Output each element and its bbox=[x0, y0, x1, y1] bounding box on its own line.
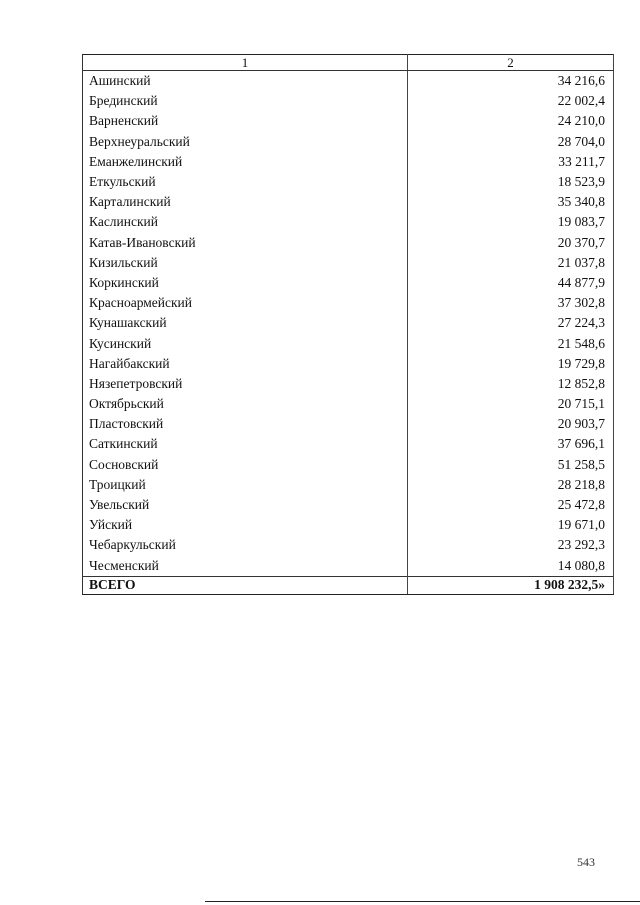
table-row bbox=[83, 293, 614, 313]
total-value: 1 908 232,5» bbox=[408, 576, 614, 594]
district-name: Уйский bbox=[83, 515, 408, 535]
district-value: 27 224,3 bbox=[408, 313, 614, 333]
total-row bbox=[83, 576, 614, 594]
district-value: 19 083,7 bbox=[408, 212, 614, 232]
district-name: Нагайбакский bbox=[83, 354, 408, 374]
footer-rule bbox=[205, 901, 640, 902]
district-value: 28 704,0 bbox=[408, 132, 614, 152]
district-name: Троицкий bbox=[83, 475, 408, 495]
district-name: Верхнеуральский bbox=[83, 132, 408, 152]
table-row bbox=[83, 313, 614, 333]
district-name: Октябрьский bbox=[83, 394, 408, 414]
column-header-2: 2 bbox=[408, 55, 614, 71]
table-row bbox=[83, 192, 614, 212]
district-value: 24 210,0 bbox=[408, 111, 614, 131]
district-name: Варненский bbox=[83, 111, 408, 131]
district-value: 21 548,6 bbox=[408, 333, 614, 353]
district-value: 37 696,1 bbox=[408, 434, 614, 454]
district-value: 14 080,8 bbox=[408, 556, 614, 577]
table-row bbox=[83, 535, 614, 555]
district-value: 34 216,6 bbox=[408, 71, 614, 92]
district-name: Чебаркульский bbox=[83, 535, 408, 555]
district-name: Кунашакский bbox=[83, 313, 408, 333]
district-name: Чесменский bbox=[83, 556, 408, 577]
district-name: Красноармейский bbox=[83, 293, 408, 313]
district-value: 51 258,5 bbox=[408, 455, 614, 475]
table-row bbox=[83, 374, 614, 394]
table-row bbox=[83, 354, 614, 374]
table-row bbox=[83, 233, 614, 253]
district-value: 18 523,9 bbox=[408, 172, 614, 192]
table-header-row bbox=[83, 55, 614, 71]
table-row bbox=[83, 172, 614, 192]
district-name: Сосновский bbox=[83, 455, 408, 475]
table-body bbox=[83, 71, 614, 577]
district-value: 20 903,7 bbox=[408, 414, 614, 434]
table-row bbox=[83, 515, 614, 535]
district-value: 23 292,3 bbox=[408, 535, 614, 555]
column-header-1: 1 bbox=[83, 55, 408, 71]
table-row bbox=[83, 132, 614, 152]
district-value: 33 211,7 bbox=[408, 152, 614, 172]
district-name: Каслинский bbox=[83, 212, 408, 232]
district-table bbox=[82, 54, 614, 595]
district-name: Пластовский bbox=[83, 414, 408, 434]
district-name: Ашинский bbox=[83, 71, 408, 92]
district-value: 44 877,9 bbox=[408, 273, 614, 293]
table-row bbox=[83, 111, 614, 131]
district-value: 35 340,8 bbox=[408, 192, 614, 212]
table-row bbox=[83, 414, 614, 434]
district-value: 20 370,7 bbox=[408, 233, 614, 253]
district-name: Увельский bbox=[83, 495, 408, 515]
table-row bbox=[83, 273, 614, 293]
district-value: 28 218,8 bbox=[408, 475, 614, 495]
table-row bbox=[83, 253, 614, 273]
table-row bbox=[83, 212, 614, 232]
district-value: 21 037,8 bbox=[408, 253, 614, 273]
district-name: Брединский bbox=[83, 91, 408, 111]
district-value: 37 302,8 bbox=[408, 293, 614, 313]
page-number: 543 bbox=[577, 855, 595, 869]
table-row bbox=[83, 152, 614, 172]
district-name: Коркинский bbox=[83, 273, 408, 293]
district-name: Карталинский bbox=[83, 192, 408, 212]
district-name: Еманжелинский bbox=[83, 152, 408, 172]
district-name: Кизильский bbox=[83, 253, 408, 273]
table-row bbox=[83, 333, 614, 353]
table-row bbox=[83, 91, 614, 111]
district-value: 25 472,8 bbox=[408, 495, 614, 515]
table-row bbox=[83, 556, 614, 577]
table-row bbox=[83, 475, 614, 495]
table-row bbox=[83, 495, 614, 515]
district-name: Еткульский bbox=[83, 172, 408, 192]
table-row bbox=[83, 71, 614, 92]
district-value: 12 852,8 bbox=[408, 374, 614, 394]
table-row bbox=[83, 394, 614, 414]
district-value: 20 715,1 bbox=[408, 394, 614, 414]
district-name: Нязепетровский bbox=[83, 374, 408, 394]
district-name: Саткинский bbox=[83, 434, 408, 454]
district-name: Катав-Ивановский bbox=[83, 233, 408, 253]
district-name: Кусинский bbox=[83, 333, 408, 353]
district-value: 19 729,8 bbox=[408, 354, 614, 374]
table-row bbox=[83, 455, 614, 475]
district-value: 19 671,0 bbox=[408, 515, 614, 535]
district-value: 22 002,4 bbox=[408, 91, 614, 111]
total-label: ВСЕГО bbox=[83, 576, 408, 594]
table-row bbox=[83, 434, 614, 454]
